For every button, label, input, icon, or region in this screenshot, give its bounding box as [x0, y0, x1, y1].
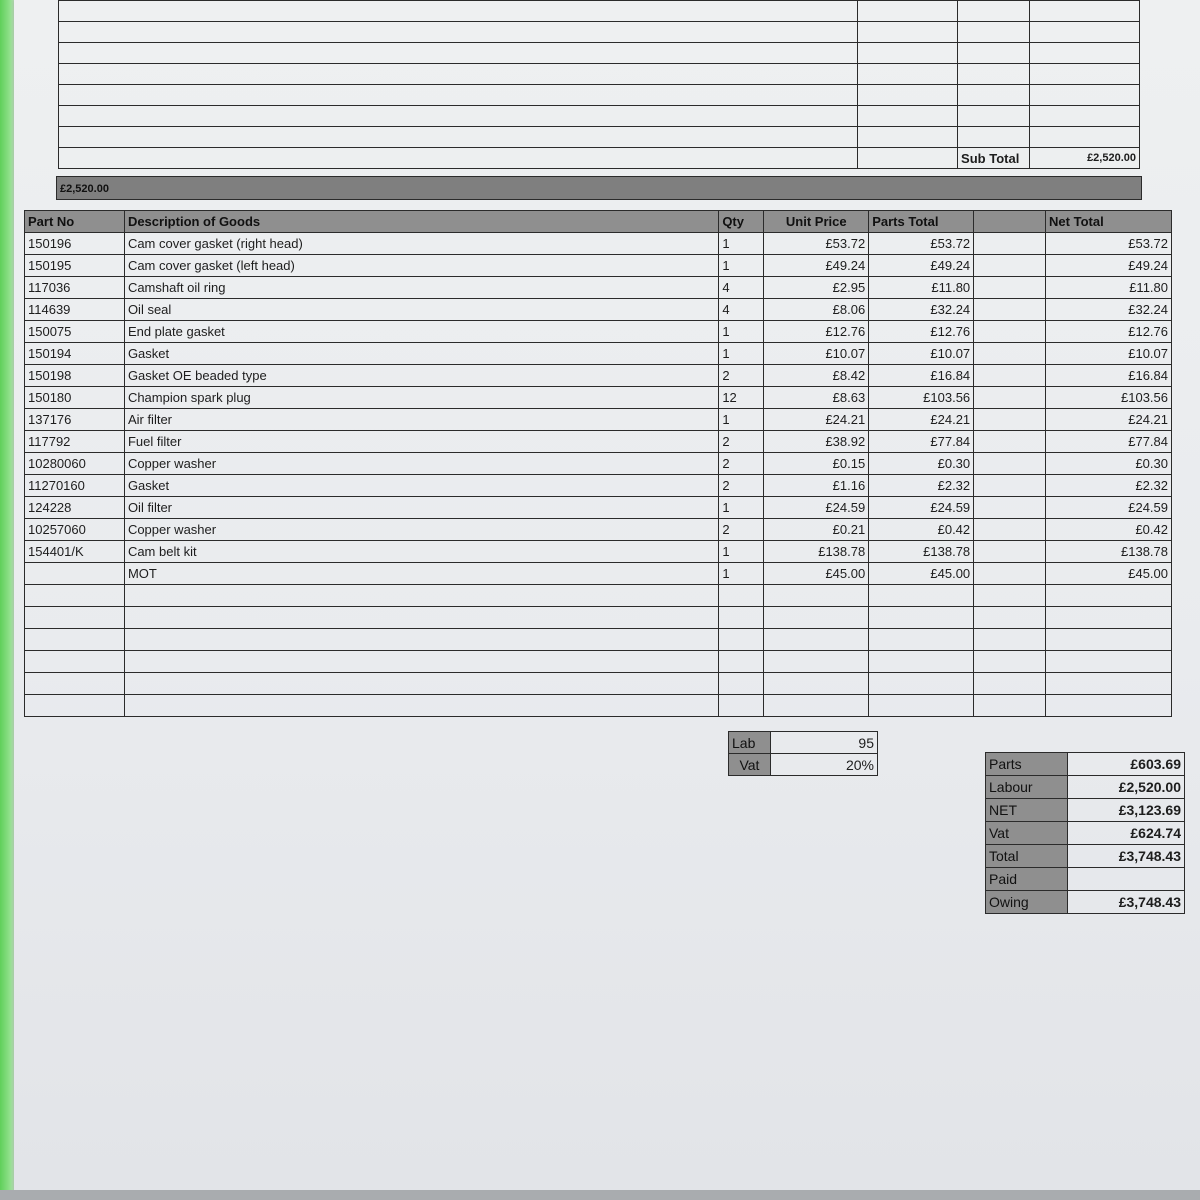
- part-no-cell: 150198: [25, 365, 125, 387]
- description-cell: Cam cover gasket (left head): [124, 255, 718, 277]
- empty-cell: [719, 629, 764, 651]
- blank-cell: [974, 365, 1046, 387]
- blank-cell: [974, 299, 1046, 321]
- empty-cell: [958, 127, 1030, 148]
- parts-total-cell: £77.84: [869, 431, 974, 453]
- empty-cell: [124, 695, 718, 717]
- empty-cell: [764, 673, 869, 695]
- part-no-cell: [25, 563, 125, 585]
- qty-cell: 2: [719, 365, 764, 387]
- unit-price-cell: £38.92: [764, 431, 869, 453]
- net-total-cell: £2.32: [1046, 475, 1172, 497]
- empty-cell: [1030, 106, 1140, 127]
- parts-row: [25, 563, 1172, 585]
- blank-cell: [974, 343, 1046, 365]
- totals-label: Total: [986, 845, 1068, 868]
- empty-cell: [858, 1, 958, 22]
- empty-cell: [124, 673, 718, 695]
- empty-cell: [1030, 43, 1140, 64]
- empty-cell: [869, 607, 974, 629]
- unit-price-cell: £24.59: [764, 497, 869, 519]
- qty-cell: 2: [719, 453, 764, 475]
- empty-cell: [59, 22, 858, 43]
- part-no-cell: 150195: [25, 255, 125, 277]
- empty-cell: [974, 629, 1046, 651]
- net-total-cell: £12.76: [1046, 321, 1172, 343]
- totals-table-body: [986, 753, 1185, 914]
- parts-row: [25, 519, 1172, 541]
- totals-value: £3,748.43: [1067, 891, 1184, 914]
- carried-total: £2,520.00: [60, 183, 109, 195]
- empty-cell: [958, 22, 1030, 43]
- part-no-cell: 10257060: [25, 519, 125, 541]
- blank-cell: [974, 497, 1046, 519]
- empty-cell: [858, 43, 958, 64]
- parts-empty-row: [25, 607, 1172, 629]
- qty-cell: 1: [719, 541, 764, 563]
- parts-row: [25, 431, 1172, 453]
- empty-cell: [719, 651, 764, 673]
- description-cell: Cam belt kit: [124, 541, 718, 563]
- empty-cell: [1046, 629, 1172, 651]
- lab-row: [729, 732, 878, 754]
- empty-cell: [974, 607, 1046, 629]
- empty-cell: [719, 585, 764, 607]
- parts-total-cell: £49.24: [869, 255, 974, 277]
- part-no-cell: 137176: [25, 409, 125, 431]
- totals-value: £624.74: [1067, 822, 1184, 845]
- unit-price-cell: £45.00: [764, 563, 869, 585]
- empty-cell: [858, 127, 958, 148]
- empty-cell: [59, 43, 858, 64]
- empty-cell: [764, 695, 869, 717]
- labour-empty-row: [59, 43, 1140, 64]
- blank-cell: [974, 387, 1046, 409]
- empty-cell: [1030, 64, 1140, 85]
- empty-cell: [124, 629, 718, 651]
- empty-cell: [958, 85, 1030, 106]
- empty-cell: [1046, 695, 1172, 717]
- parts-total-cell: £11.80: [869, 277, 974, 299]
- description-cell: Oil seal: [124, 299, 718, 321]
- empty-cell: [764, 651, 869, 673]
- part-no-cell: 117792: [25, 431, 125, 453]
- description-cell: Gasket OE beaded type: [124, 365, 718, 387]
- parts-total-cell: £138.78: [869, 541, 974, 563]
- description-cell: Copper washer: [124, 453, 718, 475]
- empty-cell: [59, 1, 858, 22]
- parts-row: [25, 321, 1172, 343]
- parts-total-cell: £10.07: [869, 343, 974, 365]
- parts-row: [25, 409, 1172, 431]
- labour-empty-row: [59, 64, 1140, 85]
- totals-table: [985, 752, 1185, 914]
- labour-empty-row: [59, 1, 1140, 22]
- subtotal-value: £2,520.00: [1030, 148, 1140, 169]
- net-total-cell: £0.30: [1046, 453, 1172, 475]
- unit-price-cell: £0.21: [764, 519, 869, 541]
- totals-row: [986, 891, 1185, 914]
- page-bottom-edge: [0, 1190, 1200, 1200]
- description-cell: Cam cover gasket (right head): [124, 233, 718, 255]
- empty-cell: [59, 85, 858, 106]
- qty-cell: 1: [719, 563, 764, 585]
- parts-total-cell: £12.76: [869, 321, 974, 343]
- qty-cell: 1: [719, 321, 764, 343]
- parts-row: [25, 387, 1172, 409]
- empty-cell: [1046, 585, 1172, 607]
- part-no-cell: 11270160: [25, 475, 125, 497]
- part-no-cell: 150180: [25, 387, 125, 409]
- totals-value: £2,520.00: [1067, 776, 1184, 799]
- empty-cell: [59, 148, 858, 169]
- totals-label: Owing: [986, 891, 1068, 914]
- parts-total-cell: £24.21: [869, 409, 974, 431]
- empty-cell: [719, 673, 764, 695]
- header-blank: [974, 211, 1046, 233]
- net-total-cell: £24.59: [1046, 497, 1172, 519]
- parts-total-cell: £2.32: [869, 475, 974, 497]
- labour-table: [58, 0, 1140, 169]
- parts-empty-row: [25, 673, 1172, 695]
- blank-cell: [974, 255, 1046, 277]
- unit-price-cell: £12.76: [764, 321, 869, 343]
- empty-cell: [719, 695, 764, 717]
- parts-row: [25, 233, 1172, 255]
- description-cell: Air filter: [124, 409, 718, 431]
- net-total-cell: £10.07: [1046, 343, 1172, 365]
- empty-cell: [1046, 607, 1172, 629]
- empty-cell: [1030, 85, 1140, 106]
- qty-cell: 2: [719, 519, 764, 541]
- qty-cell: 4: [719, 299, 764, 321]
- parts-total-cell: £45.00: [869, 563, 974, 585]
- empty-cell: [858, 85, 958, 106]
- parts-row: [25, 277, 1172, 299]
- empty-cell: [25, 629, 125, 651]
- blank-cell: [974, 321, 1046, 343]
- empty-cell: [869, 695, 974, 717]
- totals-row: [986, 753, 1185, 776]
- parts-total-cell: £24.59: [869, 497, 974, 519]
- empty-cell: [958, 64, 1030, 85]
- blank-cell: [974, 233, 1046, 255]
- part-no-cell: 114639: [25, 299, 125, 321]
- parts-total-cell: £0.42: [869, 519, 974, 541]
- parts-table-body: [25, 233, 1172, 717]
- header-description: Description of Goods: [124, 211, 718, 233]
- unit-price-cell: £8.06: [764, 299, 869, 321]
- empty-cell: [124, 607, 718, 629]
- empty-cell: [869, 673, 974, 695]
- unit-price-cell: £2.95: [764, 277, 869, 299]
- header-parts-total: Parts Total: [869, 211, 974, 233]
- header-net-total: Net Total: [1046, 211, 1172, 233]
- totals-row: [986, 799, 1185, 822]
- description-cell: Camshaft oil ring: [124, 277, 718, 299]
- parts-row: [25, 365, 1172, 387]
- unit-price-cell: £0.15: [764, 453, 869, 475]
- empty-cell: [25, 585, 125, 607]
- net-total-cell: £103.56: [1046, 387, 1172, 409]
- empty-cell: [858, 106, 958, 127]
- header-unit-price: Unit Price: [764, 211, 869, 233]
- empty-cell: [1030, 1, 1140, 22]
- totals-label: Labour: [986, 776, 1068, 799]
- empty-cell: [869, 585, 974, 607]
- parts-row: [25, 343, 1172, 365]
- empty-cell: [974, 695, 1046, 717]
- parts-empty-row: [25, 651, 1172, 673]
- vat-rate-value: 20%: [770, 754, 877, 776]
- qty-cell: 1: [719, 409, 764, 431]
- blank-cell: [974, 563, 1046, 585]
- empty-cell: [958, 106, 1030, 127]
- blank-cell: [974, 431, 1046, 453]
- net-total-cell: £11.80: [1046, 277, 1172, 299]
- parts-row: [25, 299, 1172, 321]
- description-cell: Copper washer: [124, 519, 718, 541]
- unit-price-cell: £53.72: [764, 233, 869, 255]
- blank-cell: [974, 475, 1046, 497]
- empty-cell: [958, 43, 1030, 64]
- part-no-cell: 124228: [25, 497, 125, 519]
- part-no-cell: 10280060: [25, 453, 125, 475]
- parts-total-cell: £53.72: [869, 233, 974, 255]
- totals-value: £603.69: [1067, 753, 1184, 776]
- part-no-cell: 154401/K: [25, 541, 125, 563]
- vat-rate-label: Vat: [729, 754, 771, 776]
- empty-cell: [974, 651, 1046, 673]
- empty-cell: [25, 607, 125, 629]
- description-cell: Fuel filter: [124, 431, 718, 453]
- empty-cell: [974, 585, 1046, 607]
- unit-price-cell: £138.78: [764, 541, 869, 563]
- description-cell: Champion spark plug: [124, 387, 718, 409]
- qty-cell: 2: [719, 431, 764, 453]
- parts-table-header: [25, 211, 1172, 233]
- parts-total-cell: £16.84: [869, 365, 974, 387]
- net-total-cell: £0.42: [1046, 519, 1172, 541]
- empty-cell: [858, 22, 958, 43]
- blank-cell: [974, 409, 1046, 431]
- empty-cell: [25, 695, 125, 717]
- qty-cell: 1: [719, 497, 764, 519]
- description-cell: MOT: [124, 563, 718, 585]
- subtotal-label: Sub Total: [958, 148, 1030, 169]
- carried-total-band: [56, 176, 1142, 200]
- empty-cell: [25, 673, 125, 695]
- parts-empty-row: [25, 695, 1172, 717]
- empty-cell: [858, 148, 958, 169]
- part-no-cell: 150196: [25, 233, 125, 255]
- net-total-cell: £45.00: [1046, 563, 1172, 585]
- description-cell: Oil filter: [124, 497, 718, 519]
- unit-price-cell: £49.24: [764, 255, 869, 277]
- blank-cell: [974, 277, 1046, 299]
- totals-row: [986, 868, 1185, 891]
- qty-cell: 1: [719, 255, 764, 277]
- qty-cell: 12: [719, 387, 764, 409]
- labour-empty-row: [59, 22, 1140, 43]
- empty-cell: [719, 607, 764, 629]
- totals-value: [1067, 868, 1184, 891]
- empty-cell: [1030, 22, 1140, 43]
- empty-cell: [974, 673, 1046, 695]
- description-cell: Gasket: [124, 343, 718, 365]
- labour-empty-row: [59, 85, 1140, 106]
- subtotal-row: [59, 148, 1140, 169]
- header-part-no: Part No: [25, 211, 125, 233]
- net-total-cell: £24.21: [1046, 409, 1172, 431]
- totals-label: Vat: [986, 822, 1068, 845]
- parts-row: [25, 497, 1172, 519]
- empty-cell: [869, 629, 974, 651]
- qty-cell: 4: [719, 277, 764, 299]
- parts-empty-row: [25, 629, 1172, 651]
- blank-cell: [974, 519, 1046, 541]
- parts-empty-row: [25, 585, 1172, 607]
- empty-cell: [59, 64, 858, 85]
- header-qty: Qty: [719, 211, 764, 233]
- labour-table-body: [59, 1, 1140, 169]
- unit-price-cell: £1.16: [764, 475, 869, 497]
- labour-empty-row: [59, 127, 1140, 148]
- net-total-cell: £49.24: [1046, 255, 1172, 277]
- totals-label: Parts: [986, 753, 1068, 776]
- net-total-cell: £77.84: [1046, 431, 1172, 453]
- totals-value: £3,748.43: [1067, 845, 1184, 868]
- empty-cell: [764, 585, 869, 607]
- empty-cell: [858, 64, 958, 85]
- totals-row: [986, 845, 1185, 868]
- empty-cell: [1046, 651, 1172, 673]
- empty-cell: [764, 629, 869, 651]
- description-cell: End plate gasket: [124, 321, 718, 343]
- blank-cell: [974, 453, 1046, 475]
- parts-row: [25, 475, 1172, 497]
- net-total-cell: £138.78: [1046, 541, 1172, 563]
- totals-value: £3,123.69: [1067, 799, 1184, 822]
- empty-cell: [59, 127, 858, 148]
- unit-price-cell: £8.42: [764, 365, 869, 387]
- empty-cell: [59, 106, 858, 127]
- unit-price-cell: £10.07: [764, 343, 869, 365]
- totals-label: NET: [986, 799, 1068, 822]
- empty-cell: [124, 651, 718, 673]
- qty-cell: 1: [719, 233, 764, 255]
- empty-cell: [124, 585, 718, 607]
- net-total-cell: £53.72: [1046, 233, 1172, 255]
- empty-cell: [958, 1, 1030, 22]
- empty-cell: [1030, 127, 1140, 148]
- unit-price-cell: £8.63: [764, 387, 869, 409]
- qty-cell: 1: [719, 343, 764, 365]
- empty-cell: [869, 651, 974, 673]
- lab-label: Lab: [729, 732, 771, 754]
- parts-row: [25, 255, 1172, 277]
- part-no-cell: 150075: [25, 321, 125, 343]
- empty-cell: [1046, 673, 1172, 695]
- totals-row: [986, 776, 1185, 799]
- parts-total-cell: £103.56: [869, 387, 974, 409]
- lab-vat-table: [728, 731, 878, 776]
- part-no-cell: 117036: [25, 277, 125, 299]
- qty-cell: 2: [719, 475, 764, 497]
- net-total-cell: £32.24: [1046, 299, 1172, 321]
- blank-cell: [974, 541, 1046, 563]
- net-total-cell: £16.84: [1046, 365, 1172, 387]
- totals-row: [986, 822, 1185, 845]
- description-cell: Gasket: [124, 475, 718, 497]
- labour-empty-row: [59, 106, 1140, 127]
- vat-rate-row: [729, 754, 878, 776]
- unit-price-cell: £24.21: [764, 409, 869, 431]
- parts-row: [25, 541, 1172, 563]
- totals-label: Paid: [986, 868, 1068, 891]
- parts-total-cell: £0.30: [869, 453, 974, 475]
- empty-cell: [764, 607, 869, 629]
- parts-table: [24, 210, 1172, 717]
- parts-total-cell: £32.24: [869, 299, 974, 321]
- parts-row: [25, 453, 1172, 475]
- part-no-cell: 150194: [25, 343, 125, 365]
- lab-value: 95: [770, 732, 877, 754]
- empty-cell: [25, 651, 125, 673]
